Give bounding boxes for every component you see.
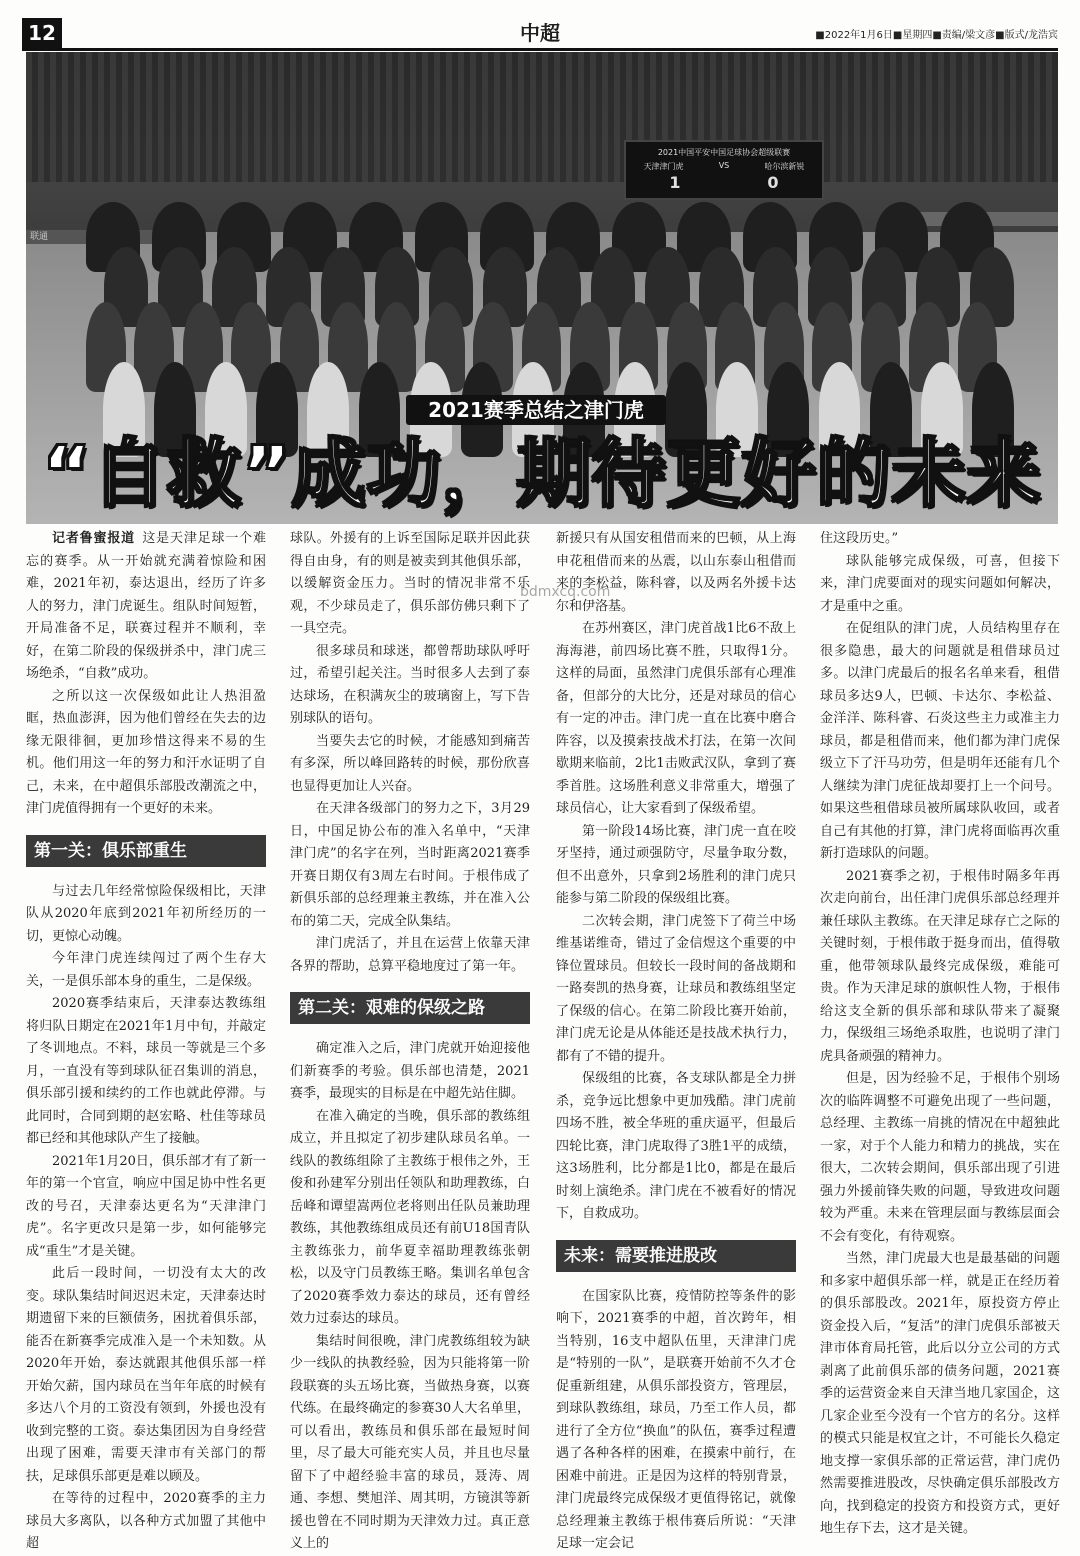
subheading: 第一关：俱乐部重生 (26, 835, 266, 867)
section-title: 中超 (520, 21, 560, 45)
headline: “自救”成功，期待更好的未来 (42, 431, 1042, 517)
paragraph: 很多球员和球迷，都曾帮助球队呼吁过，希望引起关注。当时很多人去到了泰达球场，在积满灰尘的玻璃窗上，写下告别球队的语句。 (290, 643, 530, 726)
paragraph: 津门虎活了，并且在运营上依靠天津各界的帮助，总算平稳地度过了第一年。 (290, 936, 530, 974)
subheading: 第二关：艰难的保级之路 (290, 992, 530, 1024)
column-1 (26, 528, 266, 1551)
subheading: 未来：需要推进股改 (556, 1240, 796, 1272)
team-home: 天津津门虎 (643, 162, 684, 171)
lead-text: 这是天津足球一个难忘的赛季。从一开始就充满着惊险和困难，2021年初，泰达退出，经历了许多人的努力，津门虎诞生。组队时间短暂，开局准备不足，联赛过程并不顺利，幸好，在第二阶段的保级拼杀中，津门虎三场绝杀，“自救”成功。 (26, 531, 266, 681)
kicker: 2021赛季总结之津门虎 (406, 395, 666, 425)
paragraph: 之所以这一次保级如此让人热泪盈眶，热血澎湃，因为他们曾经在失去的边缘无限徘徊，更加珍惜这得来不易的生机。他们用这一年的努力和汗水证明了自己，未来，在中超俱乐部股改潮流之中，津门虎值得拥有一个更好的未来。 (26, 688, 266, 816)
paragraph: 新援只有从国安租借而来的巴顿，从上海申花租借而来的丛震，以山东泰山租借而来的李松益，陈科睿，以及两名外援卡达尔和伊洛基。 (556, 531, 796, 614)
column-3 (556, 528, 796, 1551)
dateline: ■2022年1月6日■星期四■责编/梁文彦■版式/龙浩宾 (815, 30, 1058, 41)
paragraph: 2020赛季结束后，天津泰达教练组将归队日期定在2021年1月中旬，并敲定了冬训地点。不料，球员一等就是三个多月，一直没有等到球队征召集训的消息，俱乐部引援和续约的工作也就此停滞。与此同时，合同到期的赵宏略、杜佳等球员都已经和其他球队产生了接触。 (26, 996, 266, 1146)
watermark: bdmxcq.com (520, 584, 611, 600)
paragraph: 但是，因为经验不足，于根伟个别场次的临阵调整不可避免出现了一些问题，总经理、主教练一肩挑的情况在中超独此一家，对于个人能力和精力的挑战，实在很大，二次转会期间，俱乐部出现了引进强力外援前锋失败的问题，导致进攻问题较为严重。未来在管理层面与教练层面会不会有变化，有待观察。 (820, 1071, 1060, 1244)
paragraph: 确定准入之后，津门虎就开始迎接他们新赛季的考验。俱乐部也清楚，2021赛季，最现实的目标是在中超先站住脚。 (290, 1041, 530, 1101)
paragraph: 在苏州赛区，津门虎首战1比6不敌上海海港，前四场比赛不胜，只取得1分。这样的局面，虽然津门虎俱乐部有心理准备，但部分的大比分，还是对球员的信心有一定的冲击。津门虎一直在比赛中磨合阵容，以及摸索技战术打法，在第一次间歇期来临前，2比1击败武汉队，拿到了赛季首胜。这场胜利意义非常重大，增强了球员信心，让大家看到了保级希望。 (556, 621, 796, 816)
paragraph: 集结时间很晚，津门虎教练组较为缺少一线队的执教经验，因为只能将第一阶段联赛的头五场比赛，当做热身赛，以赛代练。在最终确定的参赛30人大名单里，可以看出，教练员和俱乐部在最短时间里，尽了最大可能充实人员，并且也尽量留下了中超经验丰富的球员，聂涛、周通、李想、樊旭洋、周其明，方镜淇等新援也曾在不同时期为天津效力过。真正意义上的 (290, 1333, 530, 1551)
paragraph: 球队。外援有的上诉至国际足联并因此获得自由身，有的则是被卖到其他俱乐部，以缓解资金压力。当时的情况非常不乐观，不少球员走了，俱乐部仿佛只剩下了一具空壳。 (290, 531, 530, 636)
article-body (26, 528, 1060, 1551)
paragraph: 球队能够完成保级，可喜，但接下来，津门虎要面对的现实问题如何解决，才是重中之重。 (820, 553, 1060, 614)
paragraph: 在天津各级部门的努力之下，3月29日，中国足协公布的准入名单中，“天津津门虎”的名字在列，当时距离2021赛季开赛日期仅有3周左右时间。于根伟成了新俱乐部的总经理兼主教练，并在准入公布的第二天，完成全队集结。 (290, 801, 530, 929)
paragraph: 当要失去它的时候，才能感知到痛苦有多深，所以峰回路转的时候，那份欣喜也显得更加让人兴奋。 (290, 733, 530, 794)
ad-board: 联通 (26, 230, 180, 244)
scoreboard-score (626, 173, 822, 192)
paragraph: 2021年1月20日，俱乐部才有了新一年的第一个官宣，响应中国足协中性名更改的号召，天津泰达更名为“天津津门虎”。名字更改只是第一步，如何能够完成“重生”才是关键。 (26, 1153, 266, 1259)
paragraph: 保级组的比赛，各支球队都是全力拼杀，竞争远比想象中更加残酷。津门虎前四场不胜，被全华班的重庆逼平，但最后四轮比赛，津门虎取得了3胜1平的成绩，这3场胜利，比分都是1比0，都是在最后时刻上演绝杀。津门虎在不被看好的情况下，自救成功。 (556, 1071, 796, 1221)
scoreboard-teams (626, 161, 822, 172)
column-4 (820, 528, 1060, 1536)
paragraph: 在准入确定的当晚，俱乐部的教练组成立，并且拟定了初步建队球员名单。一线队的教练组除了主教练于根伟之外，王俊和孙建军分别出任领队和助理教练，白岳峰和谭望嵩两位老将则出任队员兼助理教练，其他教练组成员还有前U18国青队主教练张力，前华夏幸福助理教练张朝松，以及守门员教练王略。集训名单包含了2020赛季效力泰达的球员，还有曾经效力过泰达的球员。 (290, 1108, 530, 1326)
masthead (22, 18, 1058, 51)
page-number: 12 (22, 18, 62, 48)
paragraph: 第一阶段14场比赛，津门虎一直在咬牙坚持，通过顽强防守，尽量争取分数，但不出意外，只拿到2场胜利的津门虎只能参与第二阶段的保级组比赛。 (556, 823, 796, 906)
paragraph: 此后一段时间，一切没有太大的改变。球队集结时间迟迟未定，天津泰达时期遗留下来的巨额债务，困扰着俱乐部，能否在新赛季完成准入是一个未知数。从2020年开始，泰达就跟其他俱乐部一样开始欠薪，国内球员在当年年底的时候有多达八个月的工资没有领到，外援也没有收到完整的工资。泰达集团因为自身经营出现了困难，需要天津市有关部门的帮扶，足球俱乐部更是难以顾及。 (26, 1266, 266, 1484)
paragraph: 与过去几年经常惊险保级相比，天津队从2020年底到2021年初所经历的一切，更惊心动魄。 (26, 883, 266, 944)
team-vs: VS (718, 161, 730, 170)
paragraph: 在国家队比赛，疫情防控等条件的影响下，2021赛季的中超，首次跨年，相当特别，16支中超队伍里，天津津门虎是“特别的一队”，是联赛开始前不久才仓促重新组建，从俱乐部投资方，管理层，到球队教练组，球员，乃至工作人员，都进行了全方位“换血”的队伍，赛季过程遭遇了各种各样的困难，在摸索中前行，在困难中前进。正是因为这样的特别背景，津门虎最终完成保级才更值得铭记，就像总经理兼主教练于根伟赛后所说：“天津足球一定会记 (556, 1288, 796, 1551)
column-2 (290, 528, 530, 1551)
paragraph: 在促组队的津门虎，人员结构里存在很多隐患，最大的问题就是租借球员过多。以津门虎最后的报名名单来看，租借球员多达9人，巴顿、卡达尔、李松益、金洋洋、陈科睿、石炎这些主力或准主力球员，都是租借而来，他们都为津门虎保级立下了汗马功劳，但是明年还能有几个人继续为津门虎征战却要打上一个问号。如果这些租借球员被所属球队收回，或者自己有其他的打算，津门虎将面临再次重新打造球队的问题。 (820, 621, 1060, 861)
paragraph: 住这段历史。” (820, 531, 899, 546)
team-away: 哈尔滨新锐 (764, 162, 805, 171)
paragraph: 在等待的过程中，2020赛季的主力球员大多离队，以各种方式加盟了其他中超 (26, 1491, 266, 1551)
scoreboard (624, 140, 824, 200)
score-away: 0 (767, 173, 779, 192)
scoreboard-title: 2021中国平安中国足球协会超级联赛 (657, 148, 791, 157)
paragraph: 今年津门虎连续闯过了两个生存大关，一是俱乐部本身的重生，二是保级。 (26, 951, 266, 989)
paragraph: 当然，津门虎最大也是最基础的问题和多家中超俱乐部一样，就是正在经历着的俱乐部股改。2021年，原投资方停止资金投入后，“复活”的津门虎俱乐部被天津市体育局托管，此后以分立公司的方式剥离了此前俱乐部的债务问题，2021赛季的运营资金来自天津当地几家国企，这几家企业至今没有一个官方的名分。这样的模式只能是权宜之计，不可能长久稳定地支撑一家俱乐部的正常运营，津门虎仍然需要推进股改，尽快确定俱乐部股改方向，找到稳定的投资方和投资方式，更好地生存下去，这才是关键。 (820, 1251, 1060, 1536)
score-home: 1 (669, 173, 681, 192)
paragraph (26, 528, 266, 686)
paragraph: 2021赛季之初，于根伟时隔多年再次走向前台，出任津门虎俱乐部总经理并兼任球队主教练。在天津足球存亡之际的关键时刻，于根伟敢于挺身而出，值得敬重，他带领球队最终完成保级，难能可贵。作为天津足球的旗帜性人物，于根伟给这支全新的俱乐部和球队带来了凝聚力，保级组三场绝杀取胜，也说明了津门虎具备顽强的精神力。 (820, 868, 1060, 1064)
stadium-stands (26, 52, 1058, 182)
byline: 记者鲁蜜报道 (52, 531, 135, 546)
paragraph: 二次转会期，津门虎签下了荷兰中场维基诺维奇，错过了金信煜这个重要的中锋位置球员。但较长一段时间的备战期和一路奏凯的热身赛，让球员和教练组坚定了保级的信心。在第二阶段比赛开始前，津门虎无论是从体能还是技战术执行力，都有了不错的提升。 (556, 913, 796, 1064)
